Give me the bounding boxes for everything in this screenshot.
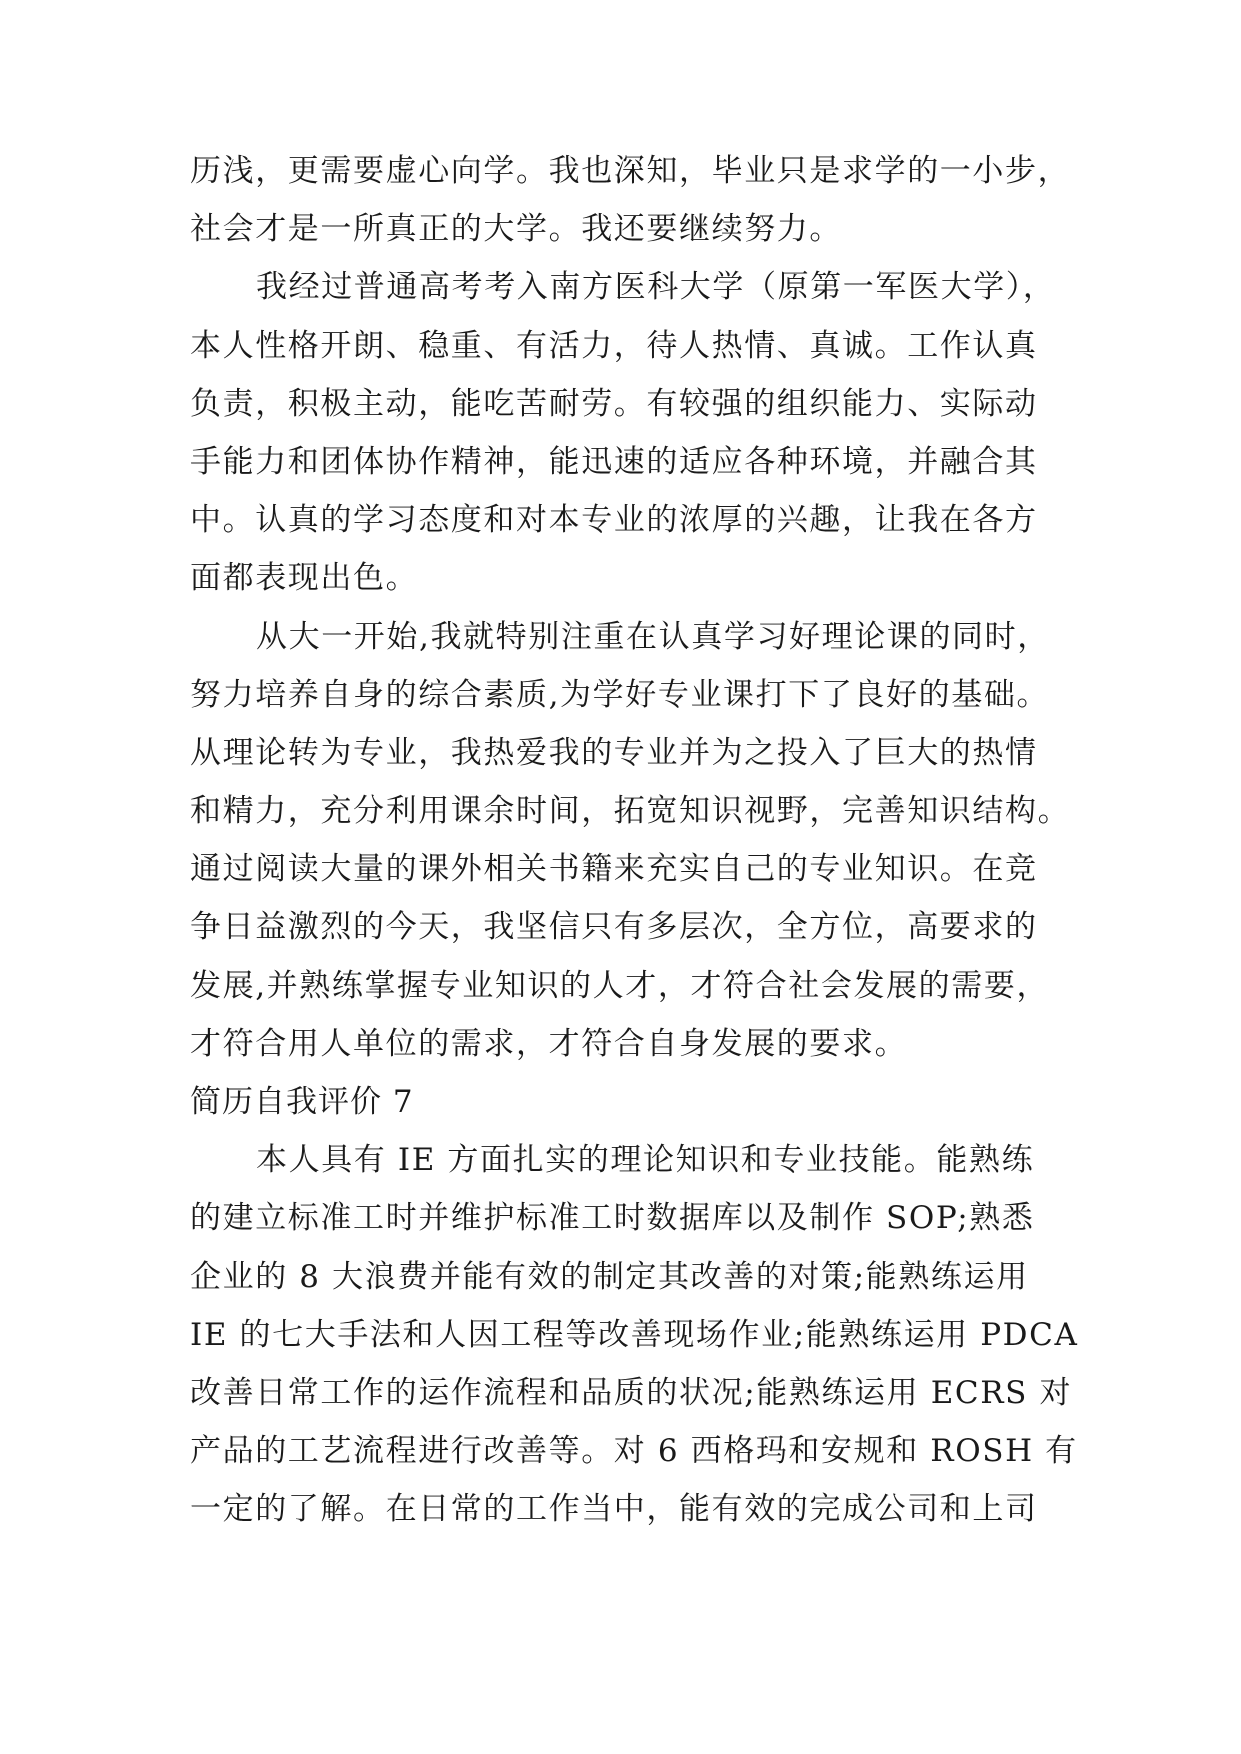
text-line: 努力培养自身的综合素质,为学好专业课打下了良好的基础。	[190, 676, 1050, 713]
text-line: 发展,并熟练掌握专业知识的人才，才符合社会发展的需要，	[190, 967, 1050, 1004]
text-line: 本人性格开朗、稳重、有活力，待人热情、真诚。工作认真	[190, 327, 1038, 364]
text-line: 通过阅读大量的课外相关书籍来充实自己的专业知识。在竞	[190, 851, 1038, 888]
section-heading	[190, 1073, 1062, 1131]
text-line: 我经过普通高考考入南方医科大学（原第一军医大学），	[256, 269, 1056, 306]
text-line: 中。认真的学习态度和对本专业的浓厚的兴趣，让我在各方	[190, 502, 1038, 539]
paragraph-personality	[190, 258, 1062, 607]
text-line: 企业的 8 大浪费并能有效的制定其改善的对策;能熟练运用	[190, 1258, 1029, 1295]
text-line: 一定的了解。在日常的工作当中，能有效的完成公司和上司	[190, 1491, 1038, 1528]
section-heading-text: 简历自我评价 7	[190, 1084, 414, 1120]
text-line: 才符合用人单位的需求，才符合自身发展的要求。	[190, 1025, 908, 1062]
paragraph-continuation	[190, 142, 1071, 258]
text-line: 改善日常工作的运作流程和品质的状况;能熟练运用 ECRS 对	[190, 1374, 1073, 1411]
text-line: 从大一开始,我就特别注重在认真学习好理论课的同时，	[256, 618, 1050, 655]
text-line: 本人具有 IE 方面扎实的理论知识和专业技能。能熟练	[256, 1142, 1035, 1179]
text-line: 面都表现出色。	[190, 560, 419, 597]
text-line: 手能力和团体协作精神，能迅速的适应各种环境，并融合其	[190, 443, 1038, 480]
paragraph-study	[190, 608, 1071, 1074]
text-line: 负责，积极主动，能吃苦耐劳。有较强的组织能力、实际动	[190, 385, 1038, 422]
text-line: 产品的工艺流程进行改善等。对 6 西格玛和安规和 ROSH 有	[190, 1433, 1078, 1470]
text-line: 的建立标准工时并维护标准工时数据库以及制作 SOP;熟悉	[190, 1200, 1035, 1237]
document-body	[190, 142, 1079, 1539]
text-line: IE 的七大手法和人因工程等改善现场作业;能熟练运用 PDCA	[190, 1316, 1079, 1353]
text-line: 从理论转为专业，我热爱我的专业并为之投入了巨大的热情	[190, 734, 1038, 771]
text-line: 和精力，充分利用课余时间，拓宽知识视野，完善知识结构。	[190, 793, 1071, 830]
paragraph-ie	[190, 1131, 1079, 1538]
text-line: 争日益激烈的今天，我坚信只有多层次，全方位，高要求的	[190, 909, 1038, 946]
text-line: 历浅，更需要虚心向学。我也深知，毕业只是求学的一小步，	[190, 153, 1071, 189]
text-line: 社会才是一所真正的大学。我还要继续努力。	[190, 211, 842, 248]
